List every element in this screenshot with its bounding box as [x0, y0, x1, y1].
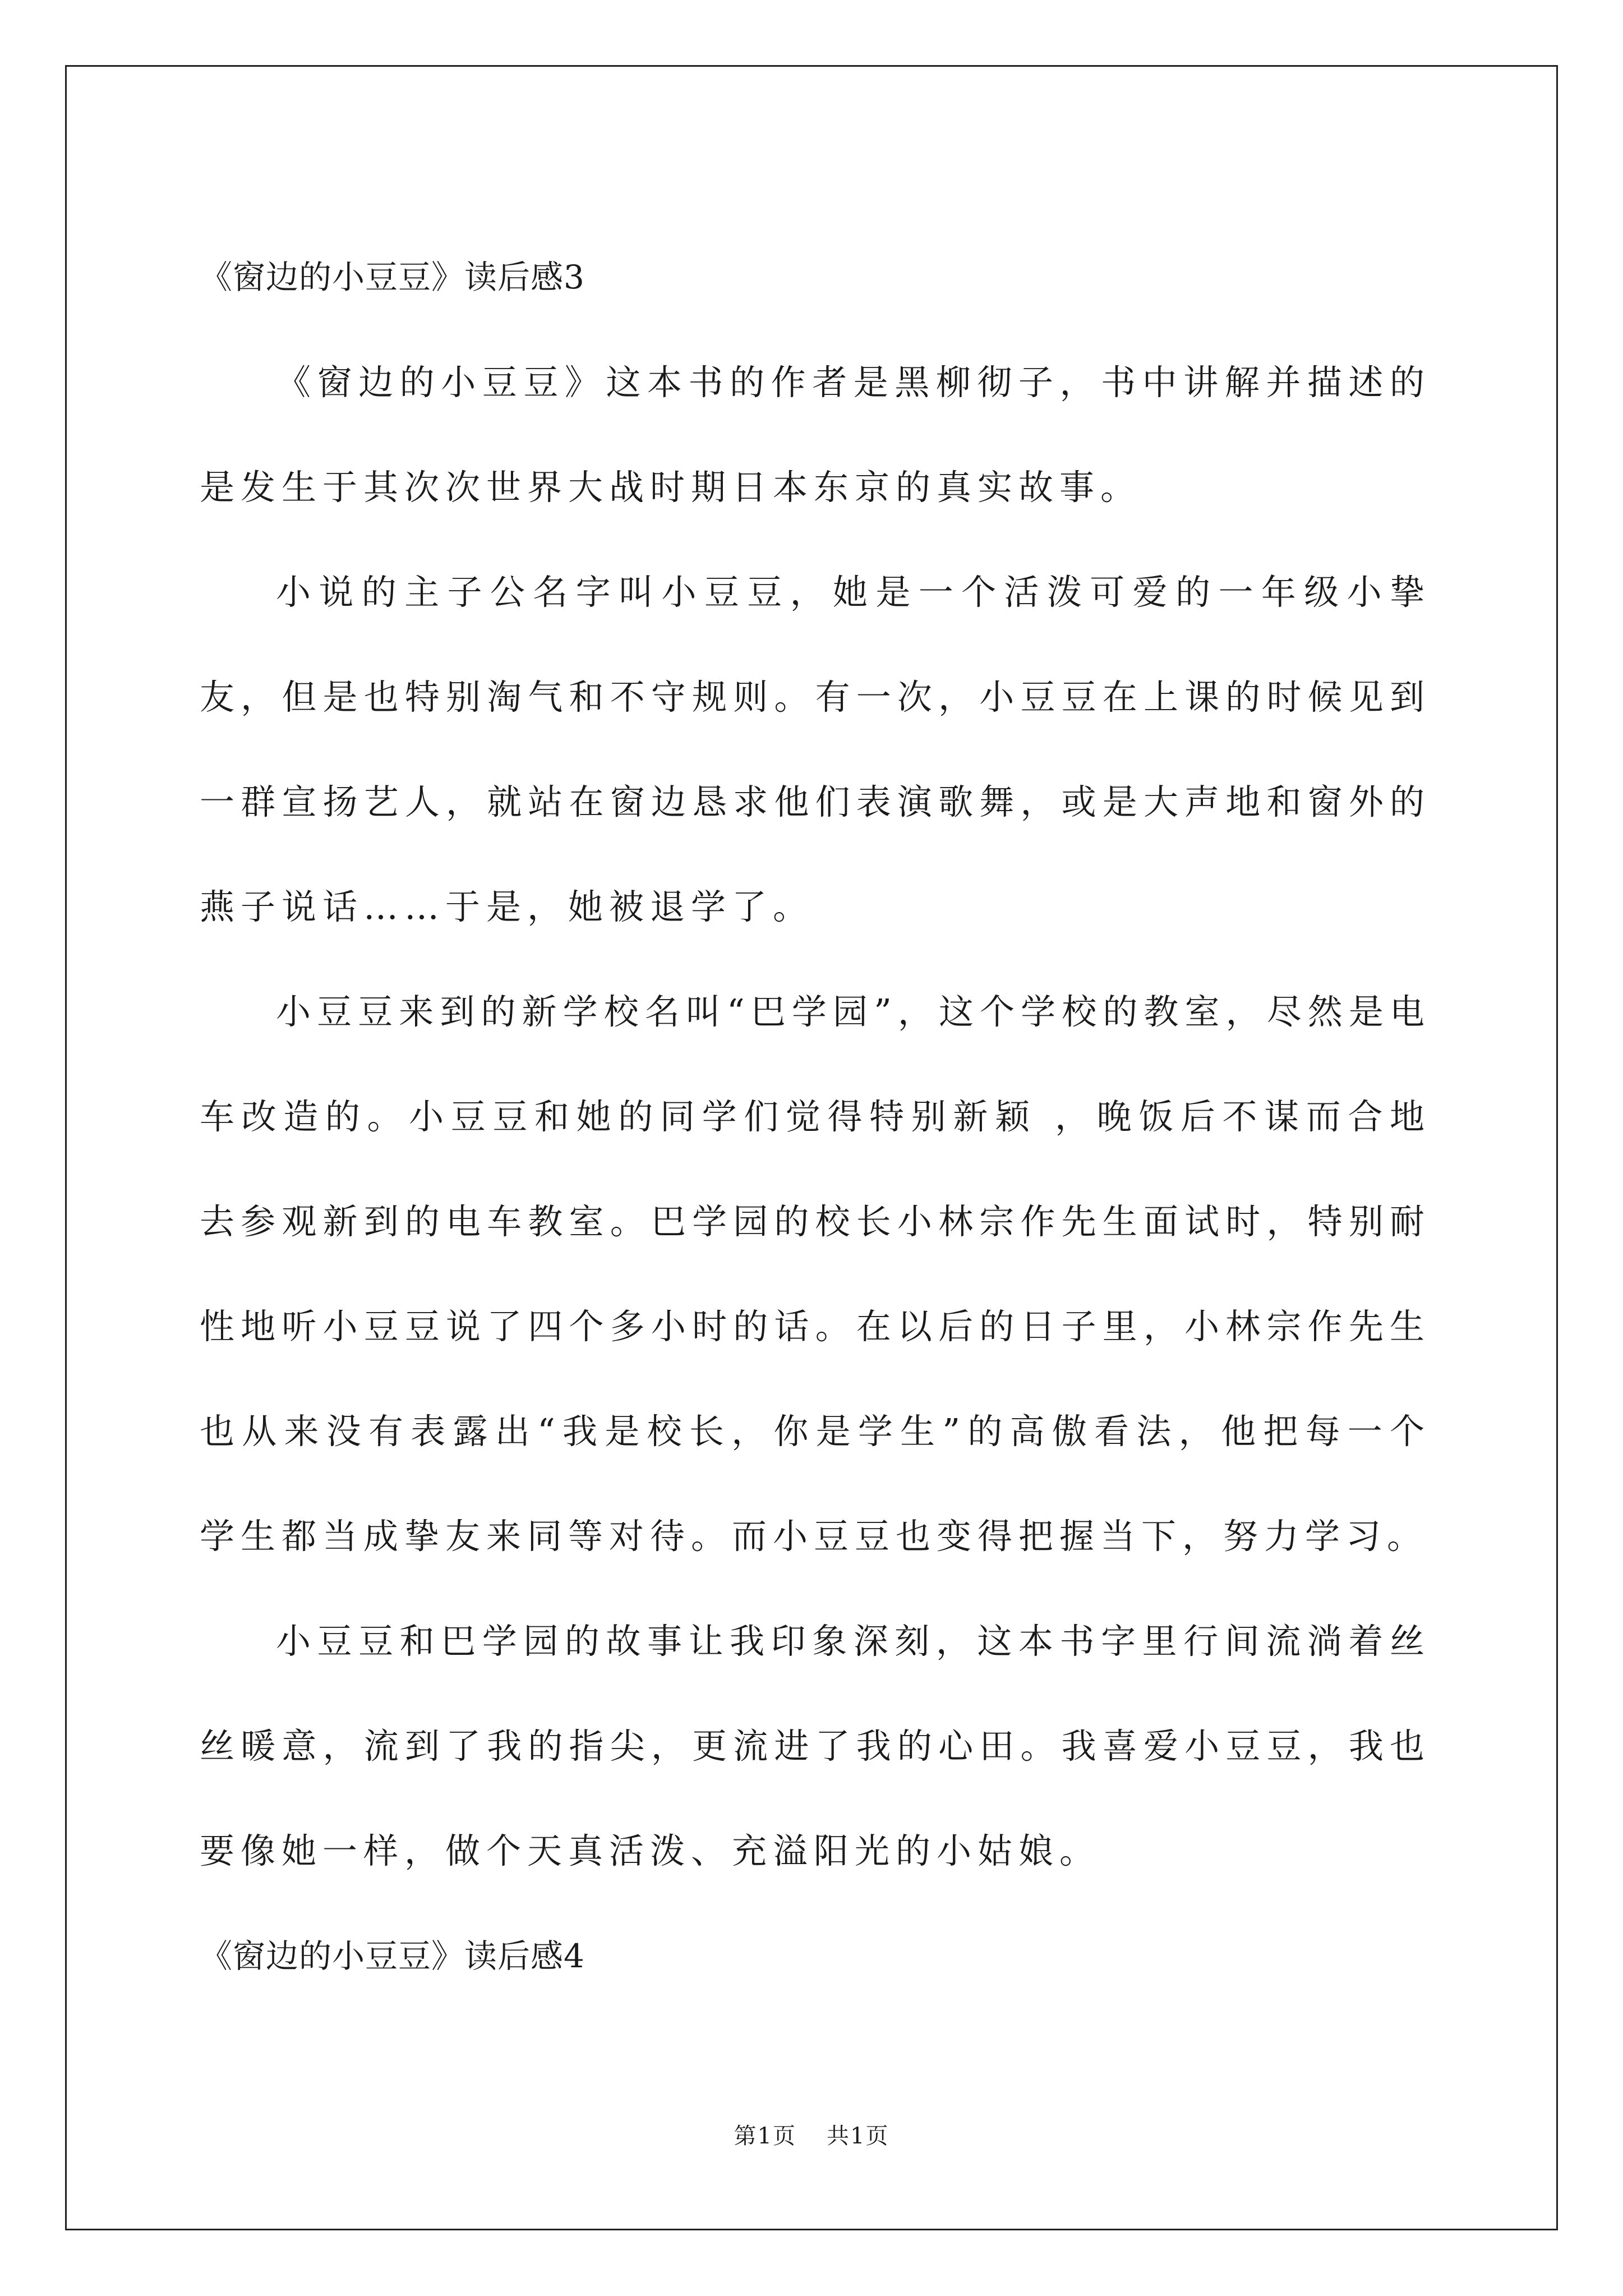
- section-heading-4: 《窗边的小豆豆》读后感4: [200, 1937, 585, 1975]
- page-number-total: 共1页: [827, 2123, 889, 2149]
- paragraph: 小豆豆和巴学园的故事让我印象深刻，这本书字里行间流淌着丝丝暖意，流到了我的指尖，更流进了我的心田。我喜爱小豆豆，我也要像她一样，做个天真活泼、充溢阳光的小姑娘。: [200, 1621, 1431, 1871]
- page-number-current: 第1页: [734, 2123, 796, 2149]
- page-footer: [0, 2122, 1623, 2150]
- paragraph: 小说的主子公名字叫小豆豆，她是一个活泼可爱的一年级小挚友，但是也特别淘气和不守规则。有一次，小豆豆在上课的时候见到一群宣扬艺人，就站在窗边恳求他们表演歌舞，或是大声地和窗外的燕子说话……于是，她被退学了。: [200, 572, 1431, 927]
- paragraph: 《窗边的小豆豆》这本书的作者是黑柳彻子，书中讲解并描述的是发生于其次次世界大战时期日本东京的真实故事。: [200, 362, 1431, 508]
- section-heading-3: 《窗边的小豆豆》读后感3: [200, 258, 585, 296]
- paragraph: 小豆豆来到的新学校名叫“巴学园”，这个学校的教室，尽然是电车改造的。小豆豆和她的同学们觉得特别新颖 ，晚饭后不谋而合地去参观新到的电车教室。巴学园的校长小林宗作先生面试时，特别耐性地听小豆豆说了四个多小时的话。在以后的日子里，小林宗作先生也从来没有表露出“我是校长，你是学生”的高傲看法，他把每一个学生都当成挚友来同等对待。而小豆豆也变得把握当下，努力学习。: [200, 991, 1431, 1557]
- document-body: [200, 224, 1433, 2009]
